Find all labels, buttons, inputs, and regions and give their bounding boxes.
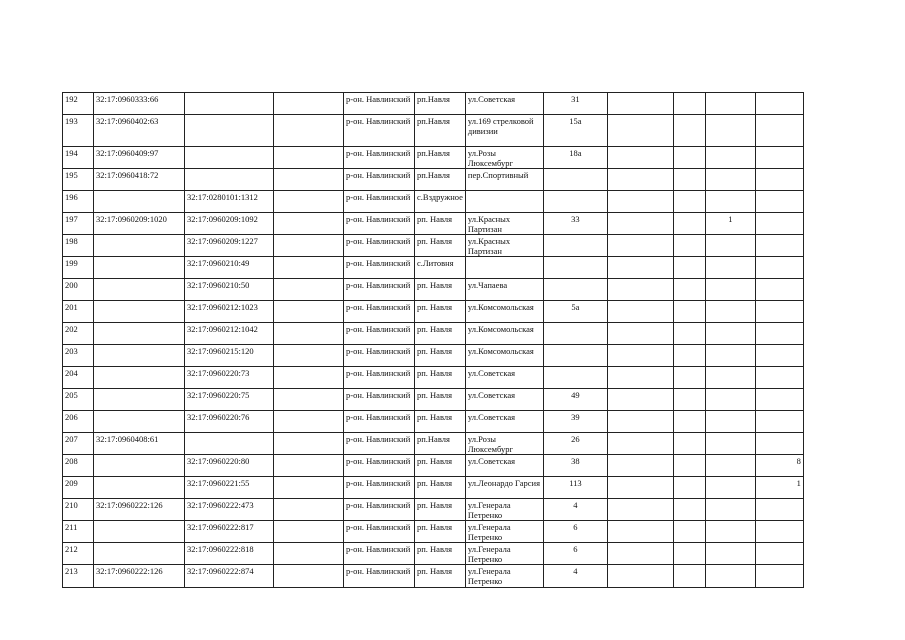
count-cell — [755, 301, 803, 323]
count-cell — [755, 433, 803, 455]
empty-column-cell — [274, 345, 344, 367]
document-page — [62, 92, 804, 588]
cadastral-number-primary — [94, 301, 185, 323]
table-row — [63, 345, 804, 367]
count-cell: 1 — [705, 213, 755, 235]
count-cell — [755, 169, 803, 191]
cadastral-number-secondary: 32:17:0280101:1312 — [185, 191, 274, 213]
empty-column-cell — [607, 213, 673, 235]
empty-column-cell — [274, 433, 344, 455]
table-row — [63, 257, 804, 279]
district-cell: р-он. Навлинский — [344, 389, 415, 411]
district-cell: р-он. Навлинский — [344, 257, 415, 279]
empty-column-cell — [673, 235, 705, 257]
street-cell — [465, 191, 543, 213]
count-cell — [705, 169, 755, 191]
street-cell: ул.Генерала Петренко — [465, 499, 543, 521]
house-number-cell: 4 — [543, 499, 607, 521]
cadastral-number-secondary: 32:17:0960212:1023 — [185, 301, 274, 323]
cadastral-number-secondary: 32:17:0960220:76 — [185, 411, 274, 433]
cadastral-number-primary — [94, 543, 185, 565]
empty-column-cell — [673, 191, 705, 213]
cadastral-number-secondary: 32:17:0960212:1042 — [185, 323, 274, 345]
row-number: 205 — [63, 389, 94, 411]
cadastral-number-primary: 32:17:0960209:1020 — [94, 213, 185, 235]
cadastral-number-primary — [94, 235, 185, 257]
row-number: 195 — [63, 169, 94, 191]
settlement-cell: рп.Навля — [415, 93, 466, 115]
count-cell — [755, 115, 803, 147]
street-cell: ул.Чапаева — [465, 279, 543, 301]
empty-column-cell — [673, 411, 705, 433]
table-row — [63, 235, 804, 257]
empty-column-cell — [274, 93, 344, 115]
row-number: 206 — [63, 411, 94, 433]
empty-column-cell — [607, 455, 673, 477]
empty-column-cell — [607, 191, 673, 213]
cadastral-number-secondary — [185, 169, 274, 191]
table-row — [63, 543, 804, 565]
count-cell — [755, 257, 803, 279]
house-number-cell: 5а — [543, 301, 607, 323]
cadastral-number-primary: 32:17:0960402:63 — [94, 115, 185, 147]
count-cell — [705, 301, 755, 323]
count-cell — [755, 279, 803, 301]
row-number: 212 — [63, 543, 94, 565]
count-cell — [755, 323, 803, 345]
row-number: 207 — [63, 433, 94, 455]
street-cell: ул.Советская — [465, 411, 543, 433]
empty-column-cell — [607, 235, 673, 257]
cadastral-number-primary: 32:17:0960222:126 — [94, 565, 185, 588]
empty-column-cell — [607, 257, 673, 279]
empty-column-cell — [673, 213, 705, 235]
house-number-cell — [543, 367, 607, 389]
row-number: 201 — [63, 301, 94, 323]
settlement-cell: рп. Навля — [415, 499, 466, 521]
empty-column-cell — [673, 257, 705, 279]
table-row — [63, 213, 804, 235]
empty-column-cell — [673, 565, 705, 588]
count-cell — [755, 191, 803, 213]
settlement-cell: рп. Навля — [415, 213, 466, 235]
street-cell: ул.Розы Люксембург — [465, 433, 543, 455]
street-cell — [465, 257, 543, 279]
district-cell: р-он. Навлинский — [344, 213, 415, 235]
table-row — [63, 455, 804, 477]
table-row — [63, 367, 804, 389]
cadastral-number-primary — [94, 455, 185, 477]
count-cell — [755, 565, 803, 588]
settlement-cell: рп.Навля — [415, 169, 466, 191]
cadastral-number-secondary: 32:17:0960222:818 — [185, 543, 274, 565]
empty-column-cell — [607, 279, 673, 301]
street-cell: ул.169 стрелковой дивизии — [465, 115, 543, 147]
empty-column-cell — [607, 345, 673, 367]
cadastral-number-primary: 32:17:0960418:72 — [94, 169, 185, 191]
empty-column-cell — [673, 389, 705, 411]
empty-column-cell — [673, 477, 705, 499]
table-row — [63, 477, 804, 499]
street-cell: ул.Генерала Петренко — [465, 521, 543, 543]
cadastral-number-primary: 32:17:0960409:97 — [94, 147, 185, 169]
empty-column-cell — [274, 115, 344, 147]
street-cell: ул.Советская — [465, 93, 543, 115]
district-cell: р-он. Навлинский — [344, 543, 415, 565]
table-row — [63, 93, 804, 115]
empty-column-cell — [274, 367, 344, 389]
empty-column-cell — [274, 521, 344, 543]
empty-column-cell — [673, 345, 705, 367]
table-row — [63, 301, 804, 323]
count-cell — [705, 455, 755, 477]
settlement-cell: рп. Навля — [415, 345, 466, 367]
house-number-cell: 49 — [543, 389, 607, 411]
count-cell — [705, 499, 755, 521]
cadastral-number-secondary: 32:17:0960222:817 — [185, 521, 274, 543]
empty-column-cell — [607, 411, 673, 433]
settlement-cell: рп. Навля — [415, 543, 466, 565]
count-cell — [705, 565, 755, 588]
count-cell — [705, 543, 755, 565]
empty-column-cell — [607, 521, 673, 543]
empty-column-cell — [673, 323, 705, 345]
cadastral-number-primary: 32:17:0960333:66 — [94, 93, 185, 115]
count-cell — [705, 147, 755, 169]
count-cell — [755, 389, 803, 411]
row-number: 204 — [63, 367, 94, 389]
street-cell: ул.Советская — [465, 455, 543, 477]
district-cell: р-он. Навлинский — [344, 147, 415, 169]
empty-column-cell — [607, 301, 673, 323]
empty-column-cell — [673, 169, 705, 191]
empty-column-cell — [274, 477, 344, 499]
empty-column-cell — [274, 257, 344, 279]
house-number-cell — [543, 169, 607, 191]
house-number-cell: 38 — [543, 455, 607, 477]
cadastral-number-secondary — [185, 433, 274, 455]
table-row — [63, 389, 804, 411]
table-row — [63, 411, 804, 433]
row-number: 209 — [63, 477, 94, 499]
house-number-cell — [543, 345, 607, 367]
row-number: 202 — [63, 323, 94, 345]
cadastral-number-secondary — [185, 147, 274, 169]
house-number-cell: 31 — [543, 93, 607, 115]
cadastral-number-primary — [94, 345, 185, 367]
table-row — [63, 147, 804, 169]
district-cell: р-он. Навлинский — [344, 455, 415, 477]
empty-column-cell — [274, 543, 344, 565]
empty-column-cell — [673, 367, 705, 389]
district-cell: р-он. Навлинский — [344, 433, 415, 455]
district-cell: р-он. Навлинский — [344, 367, 415, 389]
row-number: 194 — [63, 147, 94, 169]
empty-column-cell — [607, 169, 673, 191]
table-row — [63, 565, 804, 588]
district-cell: р-он. Навлинский — [344, 279, 415, 301]
cadastral-number-secondary — [185, 93, 274, 115]
cadastral-number-secondary: 32:17:0960215:120 — [185, 345, 274, 367]
empty-column-cell — [607, 477, 673, 499]
house-number-cell — [543, 323, 607, 345]
cadastral-number-primary — [94, 477, 185, 499]
empty-column-cell — [274, 213, 344, 235]
row-number: 203 — [63, 345, 94, 367]
row-number: 208 — [63, 455, 94, 477]
street-cell: ул.Леонардо Гарсия — [465, 477, 543, 499]
row-number: 193 — [63, 115, 94, 147]
count-cell — [755, 367, 803, 389]
empty-column-cell — [607, 147, 673, 169]
district-cell: р-он. Навлинский — [344, 521, 415, 543]
cadastral-number-primary — [94, 411, 185, 433]
cadastral-number-primary — [94, 279, 185, 301]
house-number-cell: 4 — [543, 565, 607, 588]
empty-column-cell — [274, 411, 344, 433]
count-cell — [705, 433, 755, 455]
empty-column-cell — [274, 499, 344, 521]
empty-column-cell — [274, 389, 344, 411]
count-cell — [705, 191, 755, 213]
table-row — [63, 323, 804, 345]
cadastral-number-secondary — [185, 115, 274, 147]
house-number-cell — [543, 235, 607, 257]
count-cell — [705, 521, 755, 543]
empty-column-cell — [673, 455, 705, 477]
empty-column-cell — [673, 433, 705, 455]
settlement-cell: рп. Навля — [415, 521, 466, 543]
row-number: 198 — [63, 235, 94, 257]
count-cell — [755, 521, 803, 543]
house-number-cell: 15а — [543, 115, 607, 147]
house-number-cell: 39 — [543, 411, 607, 433]
empty-column-cell — [274, 301, 344, 323]
house-number-cell — [543, 191, 607, 213]
empty-column-cell — [274, 455, 344, 477]
cadastral-number-secondary: 32:17:0960222:874 — [185, 565, 274, 588]
street-cell: ул.Советская — [465, 389, 543, 411]
cadastral-number-primary — [94, 367, 185, 389]
cadastral-number-secondary: 32:17:0960221:55 — [185, 477, 274, 499]
table-row — [63, 433, 804, 455]
empty-column-cell — [607, 115, 673, 147]
count-cell: 8 — [755, 455, 803, 477]
empty-column-cell — [274, 565, 344, 588]
table-row — [63, 521, 804, 543]
house-number-cell: 113 — [543, 477, 607, 499]
street-cell: ул.Генерала Петренко — [465, 543, 543, 565]
settlement-cell: рп.Навля — [415, 147, 466, 169]
empty-column-cell — [673, 147, 705, 169]
cadastral-number-secondary: 32:17:0960220:80 — [185, 455, 274, 477]
empty-column-cell — [274, 169, 344, 191]
district-cell: р-он. Навлинский — [344, 169, 415, 191]
district-cell: р-он. Навлинский — [344, 477, 415, 499]
table-row — [63, 115, 804, 147]
street-cell: ул.Красных Партизан — [465, 235, 543, 257]
house-number-cell — [543, 257, 607, 279]
row-number: 197 — [63, 213, 94, 235]
district-cell: р-он. Навлинский — [344, 565, 415, 588]
count-cell: 1 — [755, 477, 803, 499]
empty-column-cell — [607, 367, 673, 389]
district-cell: р-он. Навлинский — [344, 345, 415, 367]
empty-column-cell — [274, 147, 344, 169]
count-cell — [705, 115, 755, 147]
house-number-cell: 26 — [543, 433, 607, 455]
empty-column-cell — [673, 115, 705, 147]
count-cell — [705, 477, 755, 499]
settlement-cell: рп. Навля — [415, 389, 466, 411]
empty-column-cell — [607, 323, 673, 345]
count-cell — [705, 235, 755, 257]
house-number-cell: 6 — [543, 521, 607, 543]
row-number: 192 — [63, 93, 94, 115]
empty-column-cell — [607, 565, 673, 588]
cadastral-number-secondary: 32:17:0960210:49 — [185, 257, 274, 279]
settlement-cell: рп. Навля — [415, 235, 466, 257]
empty-column-cell — [673, 93, 705, 115]
cadastral-number-secondary: 32:17:0960210:50 — [185, 279, 274, 301]
empty-column-cell — [673, 301, 705, 323]
district-cell: р-он. Навлинский — [344, 323, 415, 345]
empty-column-cell — [274, 279, 344, 301]
settlement-cell: рп.Навля — [415, 433, 466, 455]
row-number: 210 — [63, 499, 94, 521]
count-cell — [705, 389, 755, 411]
district-cell: р-он. Навлинский — [344, 235, 415, 257]
table-row — [63, 499, 804, 521]
empty-column-cell — [607, 543, 673, 565]
count-cell — [705, 367, 755, 389]
count-cell — [705, 93, 755, 115]
district-cell: р-он. Навлинский — [344, 301, 415, 323]
row-number: 196 — [63, 191, 94, 213]
count-cell — [755, 499, 803, 521]
settlement-cell: рп. Навля — [415, 477, 466, 499]
empty-column-cell — [673, 279, 705, 301]
cadastral-number-secondary: 32:17:0960209:1227 — [185, 235, 274, 257]
empty-column-cell — [274, 191, 344, 213]
table-row — [63, 191, 804, 213]
street-cell: пер.Спортивный — [465, 169, 543, 191]
settlement-cell: рп. Навля — [415, 301, 466, 323]
count-cell — [755, 411, 803, 433]
settlement-cell: рп. Навля — [415, 367, 466, 389]
count-cell — [705, 323, 755, 345]
row-number: 211 — [63, 521, 94, 543]
count-cell — [755, 345, 803, 367]
cadastral-number-primary — [94, 323, 185, 345]
cadastral-number-primary — [94, 389, 185, 411]
count-cell — [705, 279, 755, 301]
count-cell — [705, 345, 755, 367]
empty-column-cell — [607, 389, 673, 411]
count-cell — [755, 93, 803, 115]
empty-column-cell — [607, 93, 673, 115]
settlement-cell: рп. Навля — [415, 455, 466, 477]
cadastral-number-secondary: 32:17:0960209:1092 — [185, 213, 274, 235]
cadastral-number-secondary: 32:17:0960220:75 — [185, 389, 274, 411]
cadastral-number-secondary: 32:17:0960222:473 — [185, 499, 274, 521]
settlement-cell: с.Вздружное — [415, 191, 466, 213]
count-cell — [705, 411, 755, 433]
house-number-cell: 33 — [543, 213, 607, 235]
house-number-cell: 18а — [543, 147, 607, 169]
table-row — [63, 279, 804, 301]
district-cell: р-он. Навлинский — [344, 191, 415, 213]
cadastral-number-primary — [94, 257, 185, 279]
empty-column-cell — [274, 235, 344, 257]
empty-column-cell — [607, 499, 673, 521]
cadastral-number-primary: 32:17:0960408:61 — [94, 433, 185, 455]
house-number-cell — [543, 279, 607, 301]
house-number-cell: 6 — [543, 543, 607, 565]
count-cell — [705, 257, 755, 279]
street-cell: ул.Комсомольская — [465, 301, 543, 323]
district-cell: р-он. Навлинский — [344, 115, 415, 147]
cadastral-number-primary: 32:17:0960222:126 — [94, 499, 185, 521]
table-row — [63, 169, 804, 191]
count-cell — [755, 543, 803, 565]
empty-column-cell — [274, 323, 344, 345]
settlement-cell: с.Литовня — [415, 257, 466, 279]
cadastral-number-primary — [94, 521, 185, 543]
count-cell — [755, 235, 803, 257]
district-cell: р-он. Навлинский — [344, 411, 415, 433]
street-cell: ул.Комсомольская — [465, 345, 543, 367]
settlement-cell: рп. Навля — [415, 323, 466, 345]
count-cell — [755, 147, 803, 169]
settlement-cell: рп.Навля — [415, 115, 466, 147]
registry-table-body — [63, 93, 804, 588]
empty-column-cell — [673, 521, 705, 543]
street-cell: ул.Красных Партизан — [465, 213, 543, 235]
empty-column-cell — [673, 543, 705, 565]
cadastral-number-secondary: 32:17:0960220:73 — [185, 367, 274, 389]
street-cell: ул.Комсомольская — [465, 323, 543, 345]
row-number: 213 — [63, 565, 94, 588]
row-number: 199 — [63, 257, 94, 279]
count-cell — [755, 213, 803, 235]
settlement-cell: рп. Навля — [415, 279, 466, 301]
empty-column-cell — [607, 433, 673, 455]
district-cell: р-он. Навлинский — [344, 93, 415, 115]
street-cell: ул.Советская — [465, 367, 543, 389]
district-cell: р-он. Навлинский — [344, 499, 415, 521]
row-number: 200 — [63, 279, 94, 301]
empty-column-cell — [673, 499, 705, 521]
settlement-cell: рп. Навля — [415, 565, 466, 588]
registry-table — [62, 92, 804, 588]
cadastral-number-primary — [94, 191, 185, 213]
street-cell: ул.Розы Люксембург — [465, 147, 543, 169]
street-cell: ул.Генерала Петренко — [465, 565, 543, 588]
settlement-cell: рп. Навля — [415, 411, 466, 433]
